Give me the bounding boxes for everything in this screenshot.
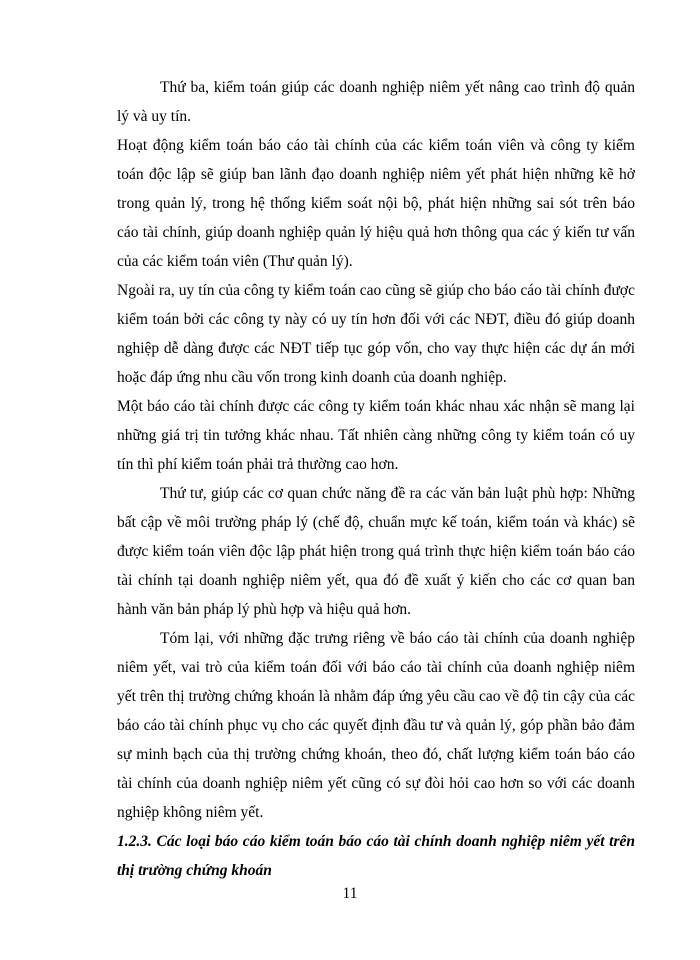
paragraph-hoat-dong-kiem-toan: Hoạt động kiểm toán báo cáo tài chính của các kiểm toán viên và công ty kiểm toán độc lập sẽ giúp ban lãnh đạo doanh nghiệp niêm yết phát hiện những kẽ hở trong quản lý, trong hệ thống kiểm soát nội bộ, phát hiện những sai sót trên báo cáo tài chính, giúp doanh nghiệp quản lý hiệu quả hơn thông qua các ý kiến tư vấn của các kiểm toán viên (Thư quản lý). [117,137,635,270]
document-body [117,73,635,885]
paragraph-thu-tu: Thứ tư, giúp các cơ quan chức năng đề ra các văn bản luật phù hợp: Những bất cập về môi trường pháp lý (chế độ, chuẩn mực kế toán, kiểm toán và khác) sẽ được kiểm toán viên độc lập phát hiện trong quá trình thực hiện kiểm toán báo cáo tài chính tại doanh nghiệp niêm yết, qua đó đề xuất ý kiến cho các cơ quan ban hành văn bản pháp lý phù hợp và hiệu quả hơn. [117,485,635,618]
section-heading: 1.2.3. Các loại báo cáo kiểm toán báo cáo tài chính doanh nghiệp niêm yết trên thị trường chứng khoán [117,833,635,879]
paragraph-tom-lai: Tóm lại, với những đặc trưng riêng về báo cáo tài chính của doanh nghiệp niêm yết, vai trò của kiểm toán đối với báo cáo tài chính của doanh nghiệp niêm yết trên thị trường chứng khoán là nhằm đáp ứng yêu cầu cao về độ tin cậy của các báo cáo tài chính phục vụ cho các quyết định đầu tư và quản lý, góp phần bảo đảm sự minh bạch của thị trường chứng khoán, theo đó, chất lượng kiểm toán báo cáo tài chính của doanh nghiệp niêm yết cũng có sự đòi hỏi cao hơn so với các doanh nghiệp không niêm yết. [117,630,635,821]
paragraph-mot-bao-cao: Một báo cáo tài chính được các công ty kiểm toán khác nhau xác nhận sẽ mang lại những giá trị tin tưởng khác nhau. Tất nhiên càng những công ty kiểm toán có uy tín thì phí kiểm toán phải trả thường cao hơn. [117,398,635,473]
paragraph-ngoai-ra: Ngoài ra, uy tín của công ty kiểm toán cao cũng sẽ giúp cho báo cáo tài chính được kiểm toán bởi các công ty này có uy tín hơn đối với các NĐT, điều đó giúp doanh nghiệp dễ dàng được các NĐT tiếp tục góp vốn, cho vay thực hiện các dự án mới hoặc đáp ứng nhu cầu vốn trong kinh doanh của doanh nghiệp. [117,282,635,386]
paragraph-thu-ba: Thứ ba, kiểm toán giúp các doanh nghiệp niêm yết nâng cao trình độ quản lý và uy tín. [117,79,635,125]
page-number: 11 [342,885,358,902]
